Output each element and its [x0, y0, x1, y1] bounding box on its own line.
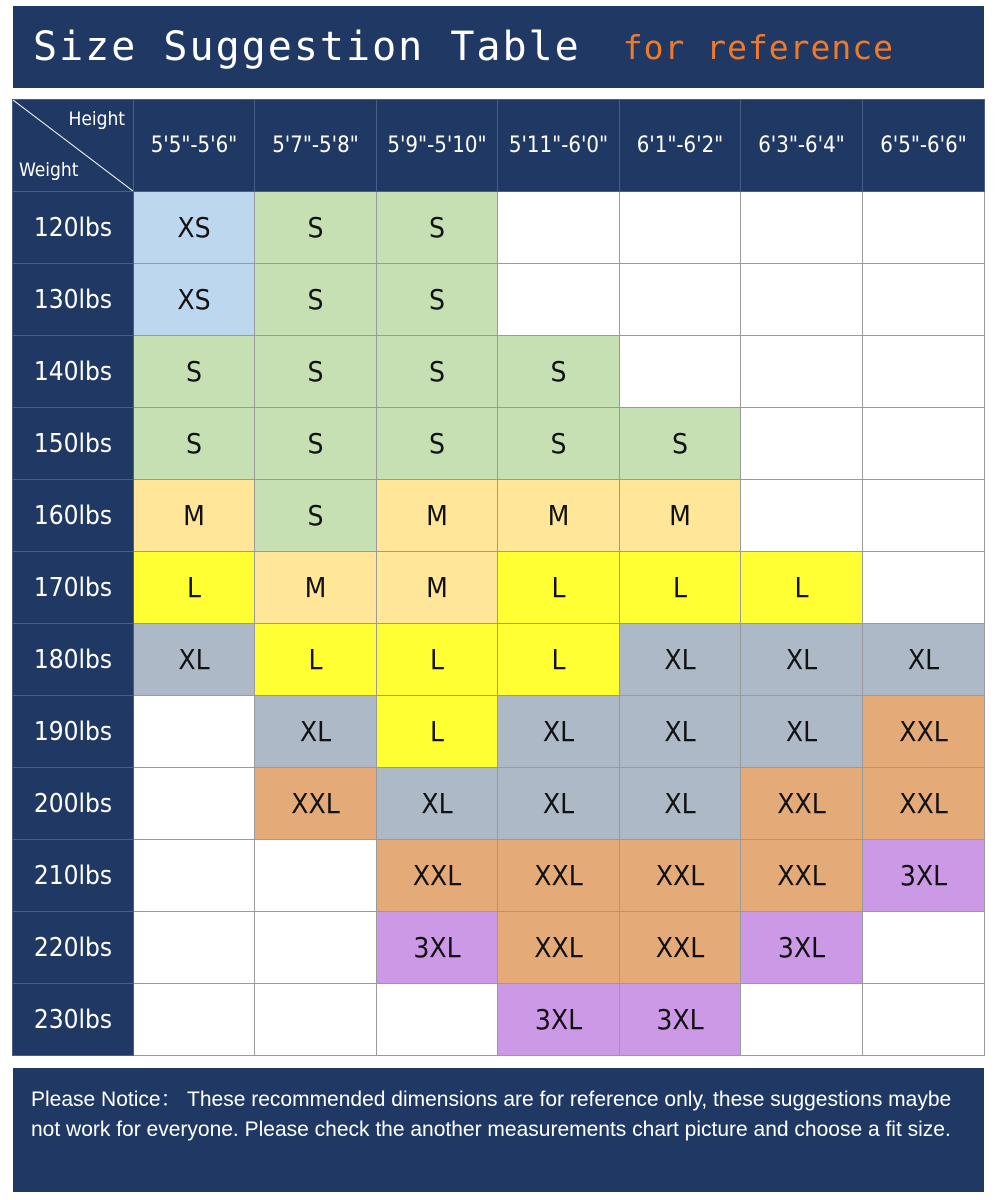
title-banner	[13, 6, 984, 88]
size-cell: XL	[498, 768, 620, 840]
size-cell: S	[255, 336, 377, 408]
size-cell: XXL	[620, 840, 741, 912]
size-cell: S	[377, 264, 498, 336]
size-cell: 3XL	[741, 912, 863, 984]
size-cell: XXL	[498, 912, 620, 984]
size-cell	[741, 480, 863, 552]
size-cell	[255, 840, 377, 912]
table-row	[13, 192, 985, 264]
table-body	[13, 192, 985, 1056]
size-cell: XL	[498, 696, 620, 768]
size-cell: XL	[134, 624, 255, 696]
size-cell: L	[620, 552, 741, 624]
table-row	[13, 984, 985, 1056]
table-row	[13, 840, 985, 912]
weight-row-header: 150lbs	[13, 408, 134, 480]
size-cell: M	[255, 552, 377, 624]
size-cell: XL	[620, 624, 741, 696]
height-column-header: 6'5"-6'6"	[863, 100, 985, 192]
size-cell	[134, 768, 255, 840]
table-row	[13, 408, 985, 480]
size-cell: XXL	[741, 768, 863, 840]
weight-row-header: 140lbs	[13, 336, 134, 408]
size-cell	[741, 408, 863, 480]
table-row	[13, 696, 985, 768]
size-cell: XXL	[498, 840, 620, 912]
height-column-header: 5'9"-5'10"	[377, 100, 498, 192]
size-cell: M	[134, 480, 255, 552]
size-cell: XL	[620, 696, 741, 768]
size-cell: L	[498, 624, 620, 696]
corner-height-label: Height	[68, 108, 125, 130]
table-row	[13, 624, 985, 696]
size-cell: L	[377, 624, 498, 696]
size-cell: S	[620, 408, 741, 480]
size-cell	[863, 264, 985, 336]
size-cell: XL	[620, 768, 741, 840]
table-row	[13, 480, 985, 552]
size-cell: XXL	[863, 696, 985, 768]
size-cell: M	[498, 480, 620, 552]
size-cell	[620, 192, 741, 264]
size-cell: XXL	[255, 768, 377, 840]
table-row	[13, 552, 985, 624]
size-cell	[620, 264, 741, 336]
table-row	[13, 336, 985, 408]
size-cell: XXL	[863, 768, 985, 840]
size-cell: 3XL	[377, 912, 498, 984]
size-cell	[134, 840, 255, 912]
height-column-header: 6'3"-6'4"	[741, 100, 863, 192]
size-cell	[498, 192, 620, 264]
weight-row-header: 170lbs	[13, 552, 134, 624]
size-cell: L	[255, 624, 377, 696]
size-cell: 3XL	[498, 984, 620, 1056]
page-title: Size Suggestion Table	[33, 24, 581, 70]
size-cell: S	[377, 192, 498, 264]
size-cell	[498, 264, 620, 336]
size-cell: L	[741, 552, 863, 624]
weight-row-header: 220lbs	[13, 912, 134, 984]
table-row	[13, 768, 985, 840]
size-table	[12, 99, 985, 1056]
size-cell: XXL	[377, 840, 498, 912]
size-cell: S	[377, 336, 498, 408]
weight-row-header: 200lbs	[13, 768, 134, 840]
size-cell: 3XL	[620, 984, 741, 1056]
size-cell	[863, 336, 985, 408]
size-cell: XL	[377, 768, 498, 840]
size-cell: L	[134, 552, 255, 624]
size-cell	[863, 192, 985, 264]
weight-row-header: 210lbs	[13, 840, 134, 912]
height-column-header: 5'11"-6'0"	[498, 100, 620, 192]
height-column-header: 6'1"-6'2"	[620, 100, 741, 192]
size-cell	[134, 912, 255, 984]
size-cell: S	[134, 336, 255, 408]
size-cell	[134, 696, 255, 768]
size-cell: S	[255, 480, 377, 552]
size-cell	[741, 192, 863, 264]
size-cell: 3XL	[863, 840, 985, 912]
size-cell	[863, 912, 985, 984]
table-row	[13, 912, 985, 984]
size-cell: S	[134, 408, 255, 480]
size-cell: M	[620, 480, 741, 552]
corner-weight-label: Weight	[19, 159, 79, 181]
size-cell: S	[255, 264, 377, 336]
table-row	[13, 264, 985, 336]
size-cell	[255, 984, 377, 1056]
size-cell: XL	[255, 696, 377, 768]
size-cell	[255, 912, 377, 984]
size-cell: XXL	[741, 840, 863, 912]
size-cell: S	[377, 408, 498, 480]
size-cell	[620, 336, 741, 408]
size-cell: XL	[741, 696, 863, 768]
size-cell	[863, 984, 985, 1056]
size-cell	[134, 984, 255, 1056]
weight-row-header: 120lbs	[13, 192, 134, 264]
page-subtitle: for reference	[622, 27, 895, 67]
size-cell: L	[377, 696, 498, 768]
size-cell	[377, 984, 498, 1056]
size-cell: S	[255, 192, 377, 264]
notice-text: Please Notice： These recommended dimensions are for reference only, these suggestions maybe not work for everyone. Please check the another measurements chart picture and choose a fit size.	[31, 1088, 952, 1141]
size-cell: XXL	[620, 912, 741, 984]
size-cell	[741, 264, 863, 336]
size-cell	[863, 480, 985, 552]
size-cell: XS	[134, 192, 255, 264]
header-row	[13, 100, 985, 192]
weight-row-header: 230lbs	[13, 984, 134, 1056]
weight-row-header: 130lbs	[13, 264, 134, 336]
notice-box	[13, 1068, 984, 1192]
size-cell	[741, 336, 863, 408]
size-cell: M	[377, 552, 498, 624]
size-cell	[863, 552, 985, 624]
size-cell: L	[498, 552, 620, 624]
weight-row-header: 190lbs	[13, 696, 134, 768]
size-cell	[741, 984, 863, 1056]
size-cell: S	[498, 336, 620, 408]
size-cell: S	[498, 408, 620, 480]
corner-cell	[13, 100, 134, 192]
size-cell: XS	[134, 264, 255, 336]
size-cell: XL	[741, 624, 863, 696]
size-cell: M	[377, 480, 498, 552]
size-cell	[863, 408, 985, 480]
size-cell: S	[255, 408, 377, 480]
height-column-header: 5'5"-5'6"	[134, 100, 255, 192]
size-cell: XL	[863, 624, 985, 696]
weight-row-header: 160lbs	[13, 480, 134, 552]
height-column-header: 5'7"-5'8"	[255, 100, 377, 192]
weight-row-header: 180lbs	[13, 624, 134, 696]
